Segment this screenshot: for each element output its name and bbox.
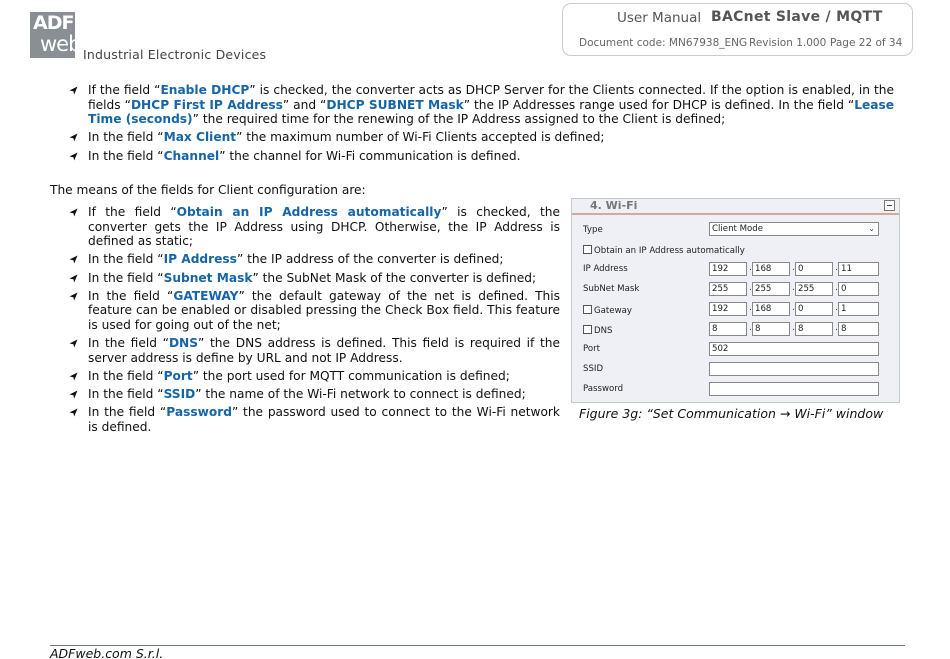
- password-label: Password: [583, 384, 624, 394]
- list-item: [68, 289, 560, 333]
- subnet-octet-1-input[interactable]: 255: [709, 282, 747, 296]
- obtain-ip-checkbox[interactable]: [583, 245, 592, 254]
- list-item: [68, 149, 894, 164]
- field-name: Subnet Mask: [163, 270, 253, 285]
- panel-title: 4. Wi-Fi: [590, 199, 638, 212]
- type-select-value: Client Mode: [712, 224, 764, 234]
- doc-code: Document code: MN67938_ENG: [579, 37, 748, 49]
- dot-separator: .: [835, 323, 838, 333]
- text: ” the DNS address is defined. This field is required if the server address is define by URL and not IP Address.: [88, 336, 560, 365]
- list-item: [68, 387, 560, 402]
- gateway-octet-2-input[interactable]: 168: [752, 302, 790, 316]
- text: ” the port used for MQTT communication is defined;: [192, 368, 510, 383]
- text: ” the maximum number of Wi-Fi Clients accepted is defined;: [236, 130, 605, 145]
- text: ” the password used to connect to the Wi-Fi network is defined.: [88, 405, 560, 434]
- ip-address-label: IP Address: [583, 264, 628, 274]
- field-name: Obtain an IP Address automatically: [176, 205, 442, 219]
- figure-caption: Figure 3g: “Set Communication → Wi-Fi” window: [579, 406, 884, 421]
- dot-separator: .: [835, 303, 838, 313]
- text: If the field “: [88, 83, 161, 97]
- client-intro-text: The means of the fields for Client configuration are:: [50, 183, 366, 197]
- dot-separator: .: [792, 283, 795, 293]
- list-item: [68, 205, 560, 249]
- doc-product: BACnet Slave / MQTT: [711, 9, 883, 25]
- dns-row: [583, 325, 613, 336]
- chevron-down-icon: ⌄: [868, 224, 875, 233]
- text: ” the IP address of the converter is defined;: [236, 252, 504, 267]
- dns-octet-2-input[interactable]: 8: [752, 322, 790, 336]
- dot-separator: .: [749, 283, 752, 293]
- text: In the field “: [88, 387, 164, 402]
- subnet-octet-4-input[interactable]: 0: [838, 282, 879, 296]
- list-item: [68, 271, 560, 286]
- subnet-octet-3-input[interactable]: 255: [795, 282, 833, 296]
- text: ” the IP Addresses range used for DHCP is defined. In the field “: [463, 97, 855, 112]
- bullet-icon: [69, 339, 78, 348]
- ip-octet-2-input[interactable]: 168: [752, 262, 790, 276]
- gateway-octet-4-input[interactable]: 1: [838, 302, 879, 316]
- type-label: Type: [583, 225, 603, 235]
- type-select[interactable]: [709, 222, 879, 236]
- dot-separator: .: [835, 263, 838, 273]
- text: In the field “: [88, 252, 164, 267]
- port-input[interactable]: 502: [709, 342, 879, 356]
- text: In the field “: [88, 336, 169, 351]
- text: In the field “: [88, 368, 164, 383]
- field-name: DHCP First IP Address: [130, 97, 283, 112]
- dot-separator: .: [792, 303, 795, 313]
- text: In the field “: [88, 148, 164, 163]
- gateway-octet-3-input[interactable]: 0: [795, 302, 833, 316]
- doc-revision: Revision 1.000: [749, 37, 827, 49]
- text: In the field “: [88, 405, 167, 420]
- field-name: Enable DHCP: [160, 83, 250, 97]
- bullet-icon: [69, 133, 78, 142]
- ssid-label: SSID: [583, 364, 604, 374]
- text: ” is checked, the converter acts as DHCP Server for the Clients connected. If the option is enabled, in the fields “: [88, 83, 894, 112]
- bullet-icon: [69, 292, 78, 301]
- client-fields-list: [68, 205, 560, 438]
- dot-separator: .: [792, 323, 795, 333]
- dns-octet-1-input[interactable]: 8: [709, 322, 747, 336]
- adfweb-logo: [30, 12, 81, 58]
- dot-separator: .: [835, 283, 838, 293]
- dot-separator: .: [749, 323, 752, 333]
- gateway-octet-1-input[interactable]: 192: [709, 302, 747, 316]
- field-name: SSID: [163, 387, 196, 402]
- list-item: [68, 369, 560, 384]
- ssid-input[interactable]: [709, 362, 879, 376]
- dns-octet-4-input[interactable]: 8: [838, 322, 879, 336]
- list-item: [68, 405, 560, 434]
- port-label: Port: [583, 344, 601, 354]
- bullet-icon: [69, 390, 78, 399]
- field-name: GATEWAY: [173, 288, 239, 303]
- text: ” the required time for the renewing of the IP Address assigned to the Client is defined;: [192, 112, 726, 127]
- field-name: Lease Time (seconds): [88, 97, 894, 127]
- obtain-ip-row: [583, 245, 745, 256]
- obtain-ip-label: Obtain an IP Address automatically: [594, 246, 745, 256]
- text: ” and “: [282, 97, 327, 112]
- footer-divider: [50, 645, 905, 646]
- gateway-label: Gateway: [594, 306, 632, 316]
- doc-type: User Manual: [617, 10, 702, 26]
- panel-header: [572, 199, 899, 215]
- dns-checkbox[interactable]: [583, 325, 592, 334]
- text: In the field “: [88, 130, 164, 145]
- gateway-checkbox[interactable]: [583, 305, 592, 314]
- field-name: DNS: [168, 336, 199, 351]
- collapse-icon[interactable]: [884, 200, 895, 211]
- doc-page-number: Page 22 of 34: [830, 37, 903, 49]
- field-name: DHCP SUBNET Mask: [326, 97, 464, 112]
- list-item: [68, 130, 894, 145]
- field-name: Password: [166, 405, 232, 420]
- password-input[interactable]: [709, 382, 879, 396]
- dns-octet-3-input[interactable]: 8: [795, 322, 833, 336]
- field-name: Channel: [163, 148, 220, 163]
- dot-separator: .: [792, 263, 795, 273]
- bullet-icon: [69, 408, 78, 417]
- field-name: Port: [163, 368, 193, 383]
- text: If the field “: [88, 205, 177, 219]
- ip-octet-3-input[interactable]: 0: [795, 262, 833, 276]
- server-fields-list: [68, 83, 894, 167]
- wifi-settings-panel: [571, 198, 900, 403]
- dot-separator: .: [749, 303, 752, 313]
- bullet-icon: [69, 372, 78, 381]
- text: ” the default gateway of the net is defined. This feature can be enabled or disabled pressing the Check Box field. This feature is used for going out of the net;: [88, 288, 561, 332]
- text: ” the SubNet Mask of the converter is defined;: [252, 270, 537, 285]
- dns-label: DNS: [594, 326, 613, 336]
- gateway-row: [583, 305, 632, 316]
- bullet-icon: [69, 274, 78, 283]
- ip-octet-4-input[interactable]: 11: [838, 262, 879, 276]
- list-item: [68, 83, 894, 127]
- text: ” is checked, the converter gets the IP Address using DHCP. Otherwise, the IP Address is defined as static;: [88, 205, 560, 249]
- ip-octet-1-input[interactable]: 192: [709, 262, 747, 276]
- text: ” the channel for Wi-Fi communication is defined.: [219, 148, 521, 163]
- text: ” the name of the Wi-Fi network to connect is defined;: [195, 387, 526, 402]
- footer-company: ADFweb.com S.r.l.: [50, 646, 164, 659]
- text: In the field “: [88, 288, 174, 303]
- field-name: IP Address: [163, 252, 237, 267]
- list-item: [68, 252, 560, 267]
- dot-separator: .: [749, 263, 752, 273]
- subnet-mask-label: SubNet Mask: [583, 284, 640, 294]
- bullet-icon: [69, 255, 78, 264]
- subnet-octet-2-input[interactable]: 255: [752, 282, 790, 296]
- company-tagline: Industrial Electronic Devices: [83, 47, 267, 62]
- field-name: Max Client: [163, 130, 237, 145]
- text: In the field “: [88, 270, 164, 285]
- list-item: [68, 336, 560, 365]
- bullet-icon: [69, 208, 78, 217]
- bullet-icon: [69, 86, 78, 95]
- document-info-box: [562, 3, 913, 56]
- logo-adf-text: ADF: [33, 12, 74, 34]
- bullet-icon: [69, 152, 78, 161]
- logo-web-text: web: [40, 32, 81, 56]
